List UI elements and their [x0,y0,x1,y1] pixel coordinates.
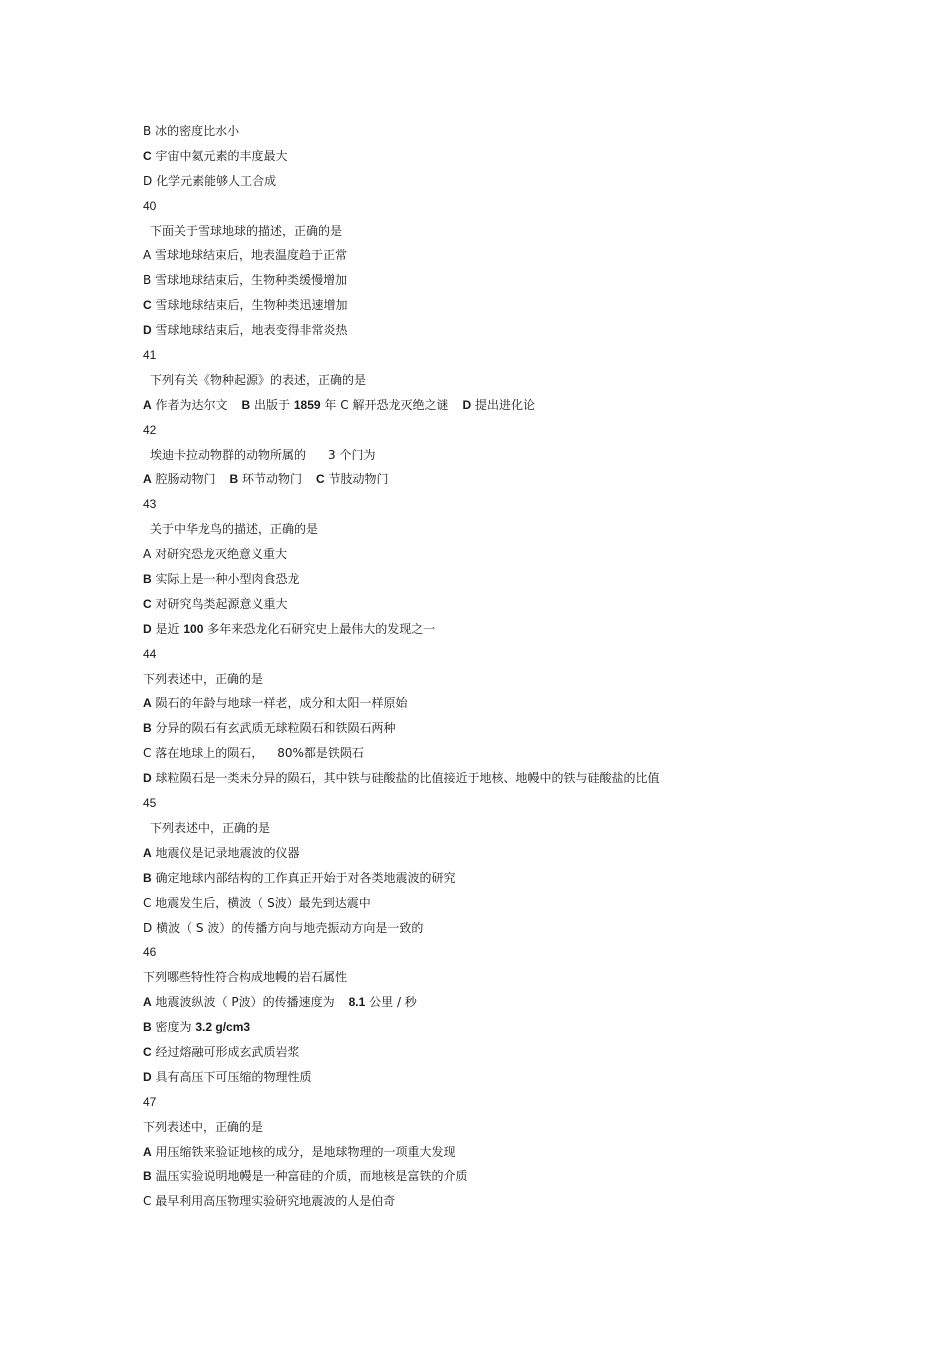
option-43-b: B 实际上是一种小型肉食恐龙 [143,572,300,587]
option-row-42: A 腔肠动物门 B 环节动物门 C 节肢动物门 [143,472,389,487]
option-43-c: C 对研究鸟类起源意义重大 [143,596,288,611]
option-46-b: B 密度为 3.2 g/cm3 [143,1020,251,1035]
option-40-d: D 雪球地球结束后，地表变得非常炎热 [143,323,348,338]
option-39-d: D 化学元素能够人工合成 [143,173,277,188]
option-45-a: A 地震仪是记录地震波的仪器 [143,845,300,860]
option-39-b: B 冰的密度比水小 [143,124,240,138]
document-body [143,119,923,1214]
option-44-d: D 球粒陨石是一类未分异的陨石，其中铁与硅酸盐的比值接近于地核、地幔中的铁与硅酸盐的比值 [143,771,660,786]
question-stem: 下列表述中，正确的是 [150,820,271,835]
question-stem: 下列有关《物种起源》的表述，正确的是 [150,372,367,387]
question-number: 47 [143,1094,157,1109]
option-44-b: B 分异的陨石有玄武质无球粒陨石和铁陨石两种 [143,721,396,736]
question-number: 40 [143,198,157,213]
option-46-a: A 地震波纵波（ P波）的传播速度为 8.1 公里 / 秒 [143,995,417,1010]
option-45-d: D 横波（ S 波）的传播方向与地壳振动方向是一致的 [143,920,424,935]
option-39-c: C 宇宙中氦元素的丰度最大 [143,148,288,163]
question-stem: 埃迪卡拉动物群的动物所属的 3 个门为 [150,447,376,462]
option-40-a: A 雪球地球结束后，地表温度趋于正常 [143,248,348,263]
option-43-a: A 对研究恐龙灭绝意义重大 [143,547,288,562]
question-number: 45 [143,796,157,811]
option-46-d: D 具有高压下可压缩的物理性质 [143,1069,312,1084]
option-40-b: B 雪球地球结束后，生物种类缓慢增加 [143,273,348,288]
question-stem: 下面关于雪球地球的描述，正确的是 [150,223,343,238]
question-stem: 下列表述中，正确的是 [143,671,264,686]
option-44-a: A 陨石的年龄与地球一样老，成分和太阳一样原始 [143,696,408,711]
option-40-c: C 雪球地球结束后，生物种类迅速增加 [143,298,348,313]
option-row-41: A 作者为达尔文 B 出版于 1859 年 C 解开恐龙灭绝之谜 D 提出进化论 [143,397,535,412]
option-46-c: C 经过熔融可形成玄武质岩浆 [143,1044,300,1059]
option-47-b: B 温压实验说明地幔是一种富硅的介质，而地核是富铁的介质 [143,1169,468,1184]
question-stem: 关于中华龙鸟的描述，正确的是 [150,522,319,537]
question-number: 44 [143,646,157,661]
option-45-b: B 确定地球内部结构的工作真正开始于对各类地震波的研究 [143,870,456,885]
question-stem: 下列哪些特性符合构成地幔的岩石属性 [143,970,348,985]
question-stem: 下列表述中，正确的是 [143,1119,264,1134]
option-44-c: C 落在地球上的陨石， 80%都是铁陨石 [143,746,364,761]
question-number: 42 [143,422,157,437]
question-number: 43 [143,497,157,512]
question-number: 41 [143,348,157,363]
question-number: 46 [143,945,157,960]
option-45-c: C 地震发生后，横波（ S波）最先到达震中 [143,895,371,910]
option-43-d: D 是近 100 多年来恐龙化石研究史上最伟大的发现之一 [143,621,436,636]
option-47-c: C 最早利用高压物理实验研究地震波的人是伯奇 [143,1194,396,1209]
option-47-a: A 用压缩铁来验证地核的成分，是地球物理的一项重大发现 [143,1144,456,1159]
